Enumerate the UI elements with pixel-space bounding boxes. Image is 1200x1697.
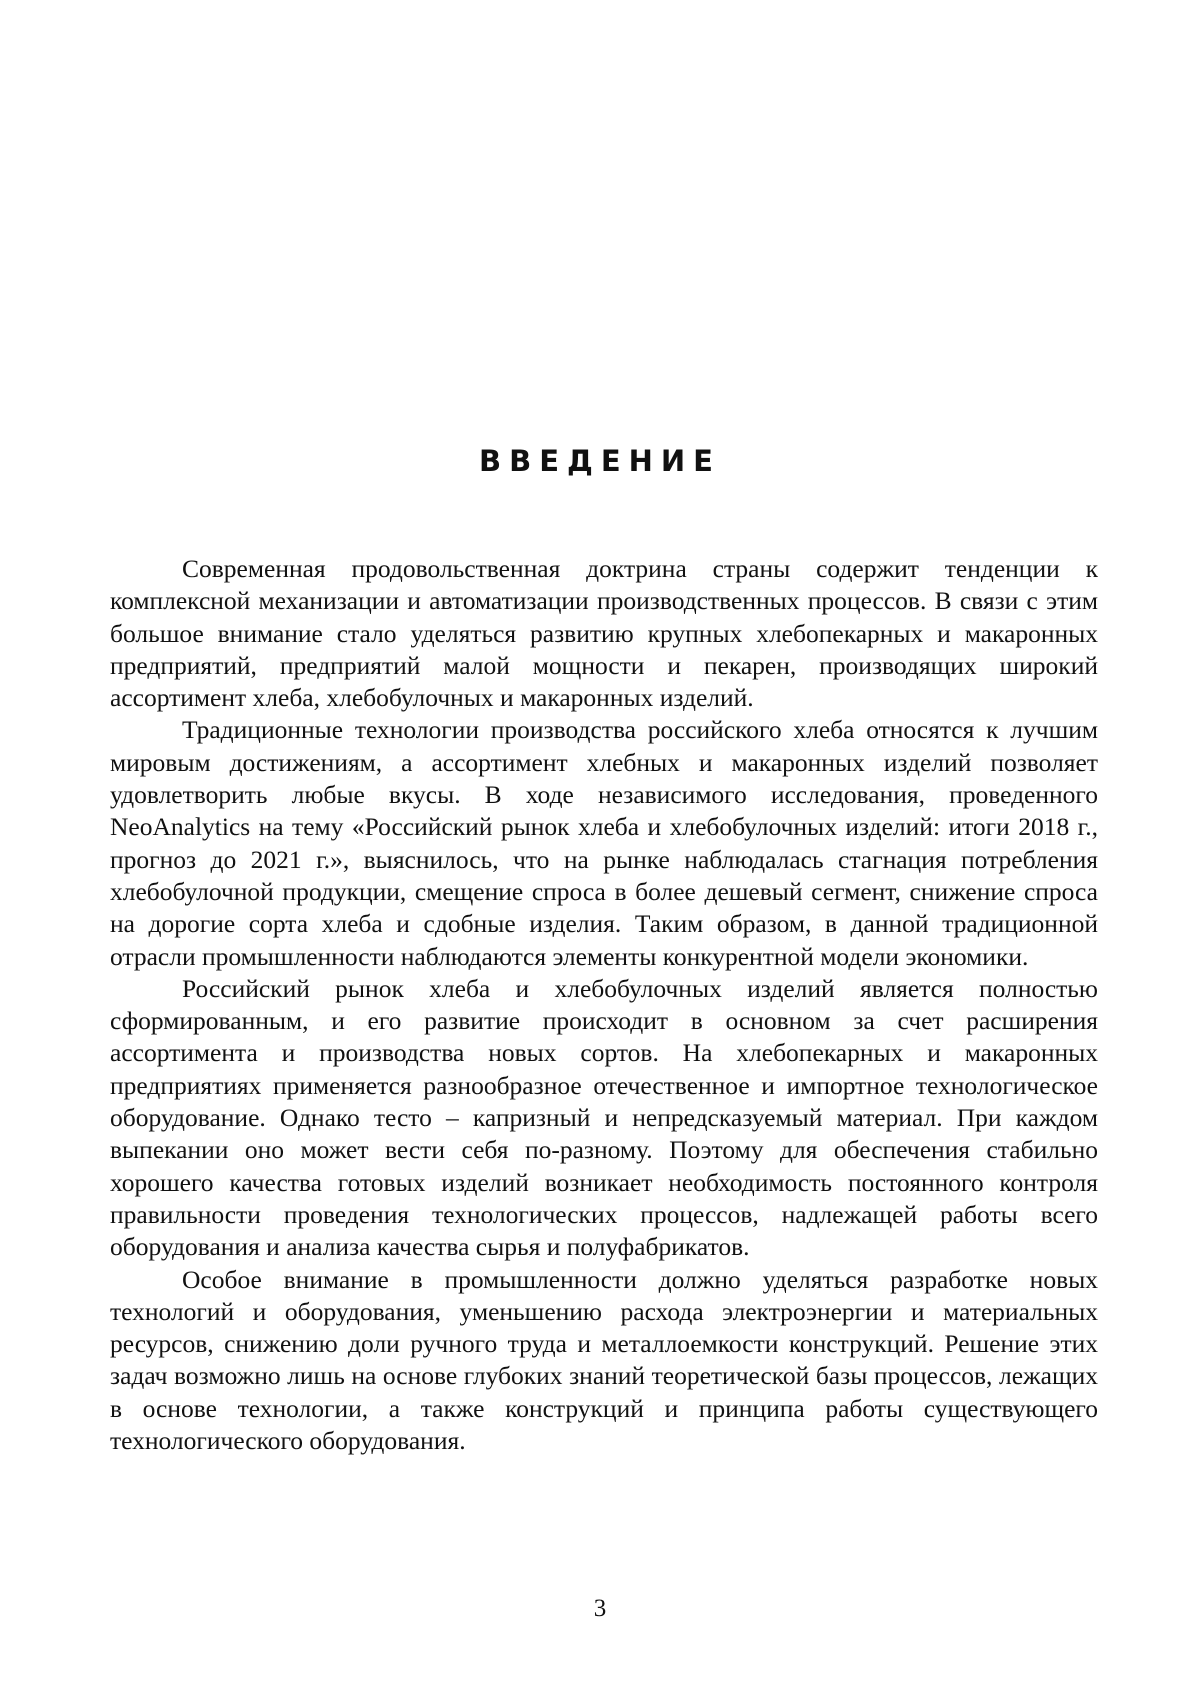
body-text xyxy=(110,553,1098,1457)
paragraph-2: Традиционные технологии производства российского хлеба относятся к лучшим мировым достижениям, а ассортимент хлебных и макаронных изделий позволяет удовлетворить любые вкусы. В ходе независимого исследования, проведенного NeoAnalytics на тему «Российский рынок хлеба и хлебобулочных изделий: итоги 2018 г., прогноз до 2021 г.», выяснилось, что на рынке наблюдалась стагнация потребления хлебобулочной продукции, смещение спроса в более дешевый сегмент, снижение спроса на дорогие сорта хлеба и сдобные изделия. Таким образом, в данной традиционной отрасли промышленности наблюдаются элементы конкурентной модели экономики. xyxy=(110,715,1098,971)
paragraph-4: Особое внимание в промышленности должно уделяться разработке новых технологий и оборудования, уменьшению расхода электроэнергии и материальных ресурсов, снижению доли ручного труда и металлоемкости конструкций. Решение этих задач возможно лишь на основе глубоких знаний теоретической базы процессов, лежащих в основе технологии, а также конструкций и принципа работы существующего технологического оборудования. xyxy=(110,1264,1098,1456)
page-number: 3 xyxy=(593,1595,607,1622)
paragraph-1: Современная продовольственная доктрина страны содержит тенденции к комплексной механизации и автоматизации производственных процессов. В связи с этим большое внимание стало уделяться развитию крупных хлебопекарных и макаронных предприятий, предприятий малой мощности и пекарен, производящих широкий ассортимент хлеба, хлебобулочных и макаронных изделий. xyxy=(110,554,1098,713)
paragraph-3: Российский рынок хлеба и хлебобулочных изделий является полностью сформированным, и его развитие происходит в основном за счет расширения ассортимента и производства новых сортов. На хлебопекарных и макаронных предприятиях применяется разнообразное отечественное и импортное технологическое оборудование. Однако тесто – капризный и непредсказуемый материал. При каждом выпекании оно может вести себя по-разному. Поэтому для обеспечения стабильно хорошего качества готовых изделий возникает необходимость постоянного контроля правильности проведения технологических процессов, надлежащей работы всего оборудования и анализа качества сырья и полуфабрикатов. xyxy=(110,973,1098,1262)
section-heading: ВВЕДЕНИЕ xyxy=(478,444,721,478)
